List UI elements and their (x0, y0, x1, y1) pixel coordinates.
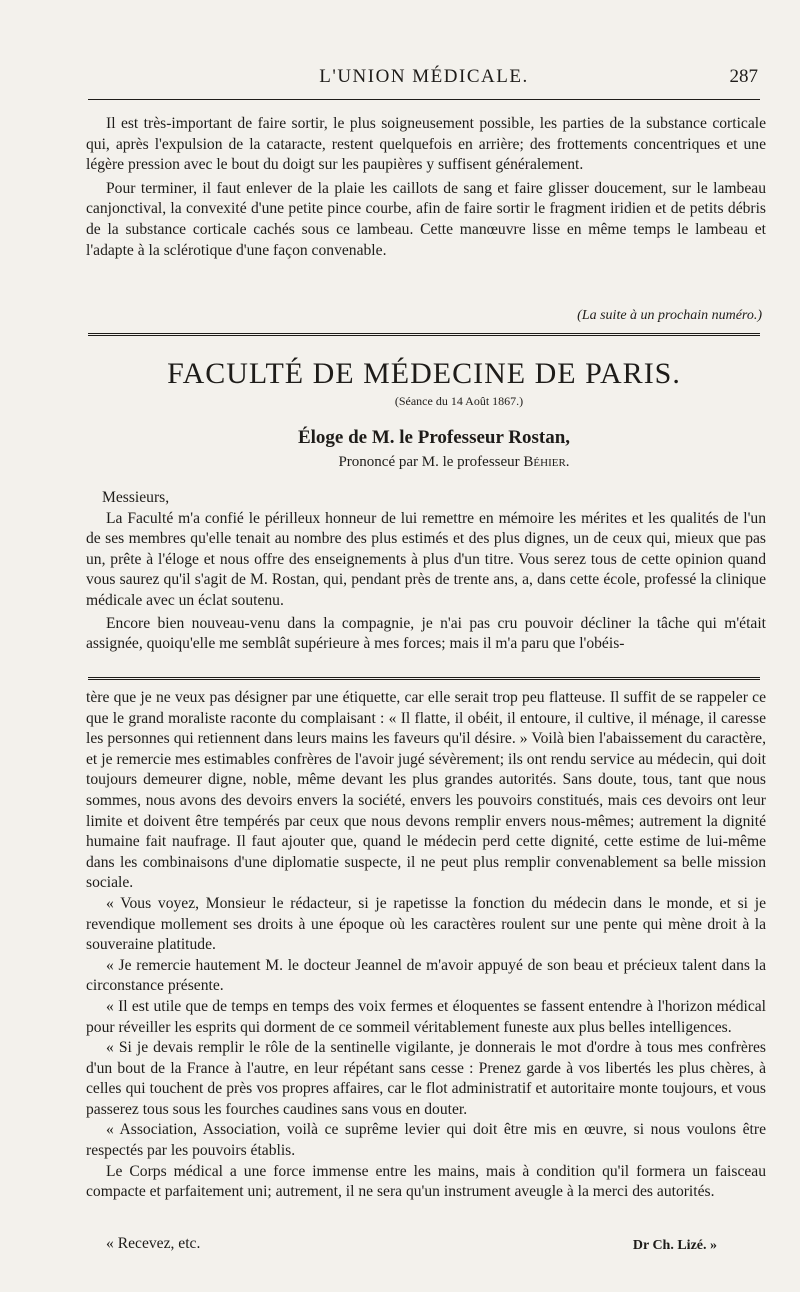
byline-author: Béhier. (523, 454, 570, 470)
header-rule (88, 99, 760, 100)
byline-prefix: Prononcé par M. le professeur (338, 454, 524, 470)
top-section (86, 114, 766, 261)
running-title: L'UNION MÉDICALE. (319, 66, 529, 87)
paragraph: « Je remercie hautement M. le docteur Jeannel de m'avoir appuyé de son beau et précieux talent dans la circonstance présente. (86, 956, 766, 995)
continued-note: (La suite à un prochain numéro.) (577, 308, 762, 323)
page-header (88, 62, 760, 92)
paragraph: La Faculté m'a confié le périlleux honneur de lui remettre en mémoire les mérites et les qualités de l'un de ses membres qu'elle tenait au nombre des plus estimés et des plus dignes, un de ceux qui, mieux que pas un, prête à l'éloge et nous offre des enseignements à plus d'un titre. Vous serez tous de cette opinion quand vous saurez qu'il s'agit de M. Rostan, qui, pendant près de trente ans, a, dans cette école, professé la clinique médicale avec un éclat soutenu. (86, 509, 766, 609)
closing-line: « Recevez, etc. (106, 1235, 201, 1252)
session-date: (Séance du 14 Août 1867.) (394, 394, 524, 408)
paragraph: tère que je ne veux pas désigner par une étiquette, car elle serait trop peu flatteuse. Il suffit de se rappeler ce que le grand moraliste raconte du complaisant : « Il flatte, il obéit, il entoure, il cultive, il ménage, il caresse les personnes qui retiennent dans leurs mains les faveurs qu'il désire. » Voilà bien l'abaissement du caractère, et je remercie mes estimables confrères de l'avoir jugé sévèrement; ils ont rendu service au médecin, qui doit toujours demeurer digne, noble, même devant les plus grandes autorités. Sans doute, tous, tant que nous sommes, nous avons des devoirs envers la société, envers les pouvoirs constitués, mais ces devoirs ont leur limite et doivent être tempérés par ceux que nous devons remplir envers nous-mêmes; autrement la dignité humaine fait naufrage. Il faut ajouter que, quand le médecin perd cette dignité, cette estime de lui-même dans les combinaisons d'une diplomatie suspecte, il ne peut plus remplir convenablement sa belle mission sociale. (86, 689, 766, 892)
page-number: 287 (729, 66, 758, 87)
salutation: Messieurs, (102, 489, 170, 506)
paragraph: « Vous voyez, Monsieur le rédacteur, si je rapetisse la fonction du médecin dans le monde, et si je revendique mollement ses droits à une époque où les caractères roulent sur une pente qui mène droit à la souveraine platitude. (86, 894, 766, 954)
paragraph: Encore bien nouveau-venu dans la compagnie, je n'ai pas cru pouvoir décliner la tâche qui m'était assignée, quoiqu'elle me semblât supérieure à mes forces; mais il m'a paru que l'obéis- (86, 614, 766, 653)
lower-section (86, 688, 766, 1203)
section-separator-rule (88, 333, 760, 336)
paragraph: Il est très-important de faire sortir, le plus soigneusement possible, les parties de la substance corticale qui, après l'expulsion de la cataracte, restent quelquefois en arrière; des frottements concentriques et une légère pression avec le bout du doigt sur les paupières y suffisent généralement. (86, 115, 766, 174)
eloge-byline (86, 454, 762, 471)
section-separator-rule (88, 677, 760, 680)
paragraph: « Association, Association, voilà ce suprême levier qui doit être mis en œuvre, si nous voulons être respectés par les pouvoirs établis. (86, 1121, 766, 1160)
paragraph: « Si je devais remplir le rôle de la sentinelle vigilante, je donnerais le mot d'ordre à tous mes confrères d'un bout de la France à l'autre, en leur répétant sans cesse : Prenez garde à vos libertés les plus chères, à celles qui touchent de près vos propres affaires, car le flot administratif et autoritaire monte toujours, et vous passerez tous sous les fourches caudines sans vous en douter. (86, 1039, 766, 1118)
paragraph: Le Corps médical a une force immense entre les mains, mais à condition qu'il formera un faisceau compacte et parfaitement uni; autrement, il ne sera qu'un instrument aveugle à la merci des autorités. (86, 1162, 766, 1201)
paragraph: « Il est utile que de temps en temps des voix fermes et éloquentes se fassent entendre à l'horizon médical pour réveiller les esprits qui dorment de ce sommeil véritablement funeste aux plus belles intelligences. (86, 997, 766, 1036)
eloge-body (86, 488, 766, 655)
signature: Dr Ch. Lizé. » (632, 1238, 717, 1253)
section-title: FACULTÉ DE MÉDECINE DE PARIS. (167, 357, 681, 390)
eloge-title: Éloge de M. le Professeur Rostan, (297, 427, 571, 448)
paragraph: Pour terminer, il faut enlever de la plaie les caillots de sang et faire glisser doucement, sur le lambeau canjonctival, la convexité d'une petite pince courbe, afin de faire sortir le fragment iridien et de petits débris de la substance corticale cachés sous ce lambeau. Cette manœuvre lisse en même temps le lambeau et l'adapte à la sclérotique d'une façon convenable. (86, 179, 766, 259)
